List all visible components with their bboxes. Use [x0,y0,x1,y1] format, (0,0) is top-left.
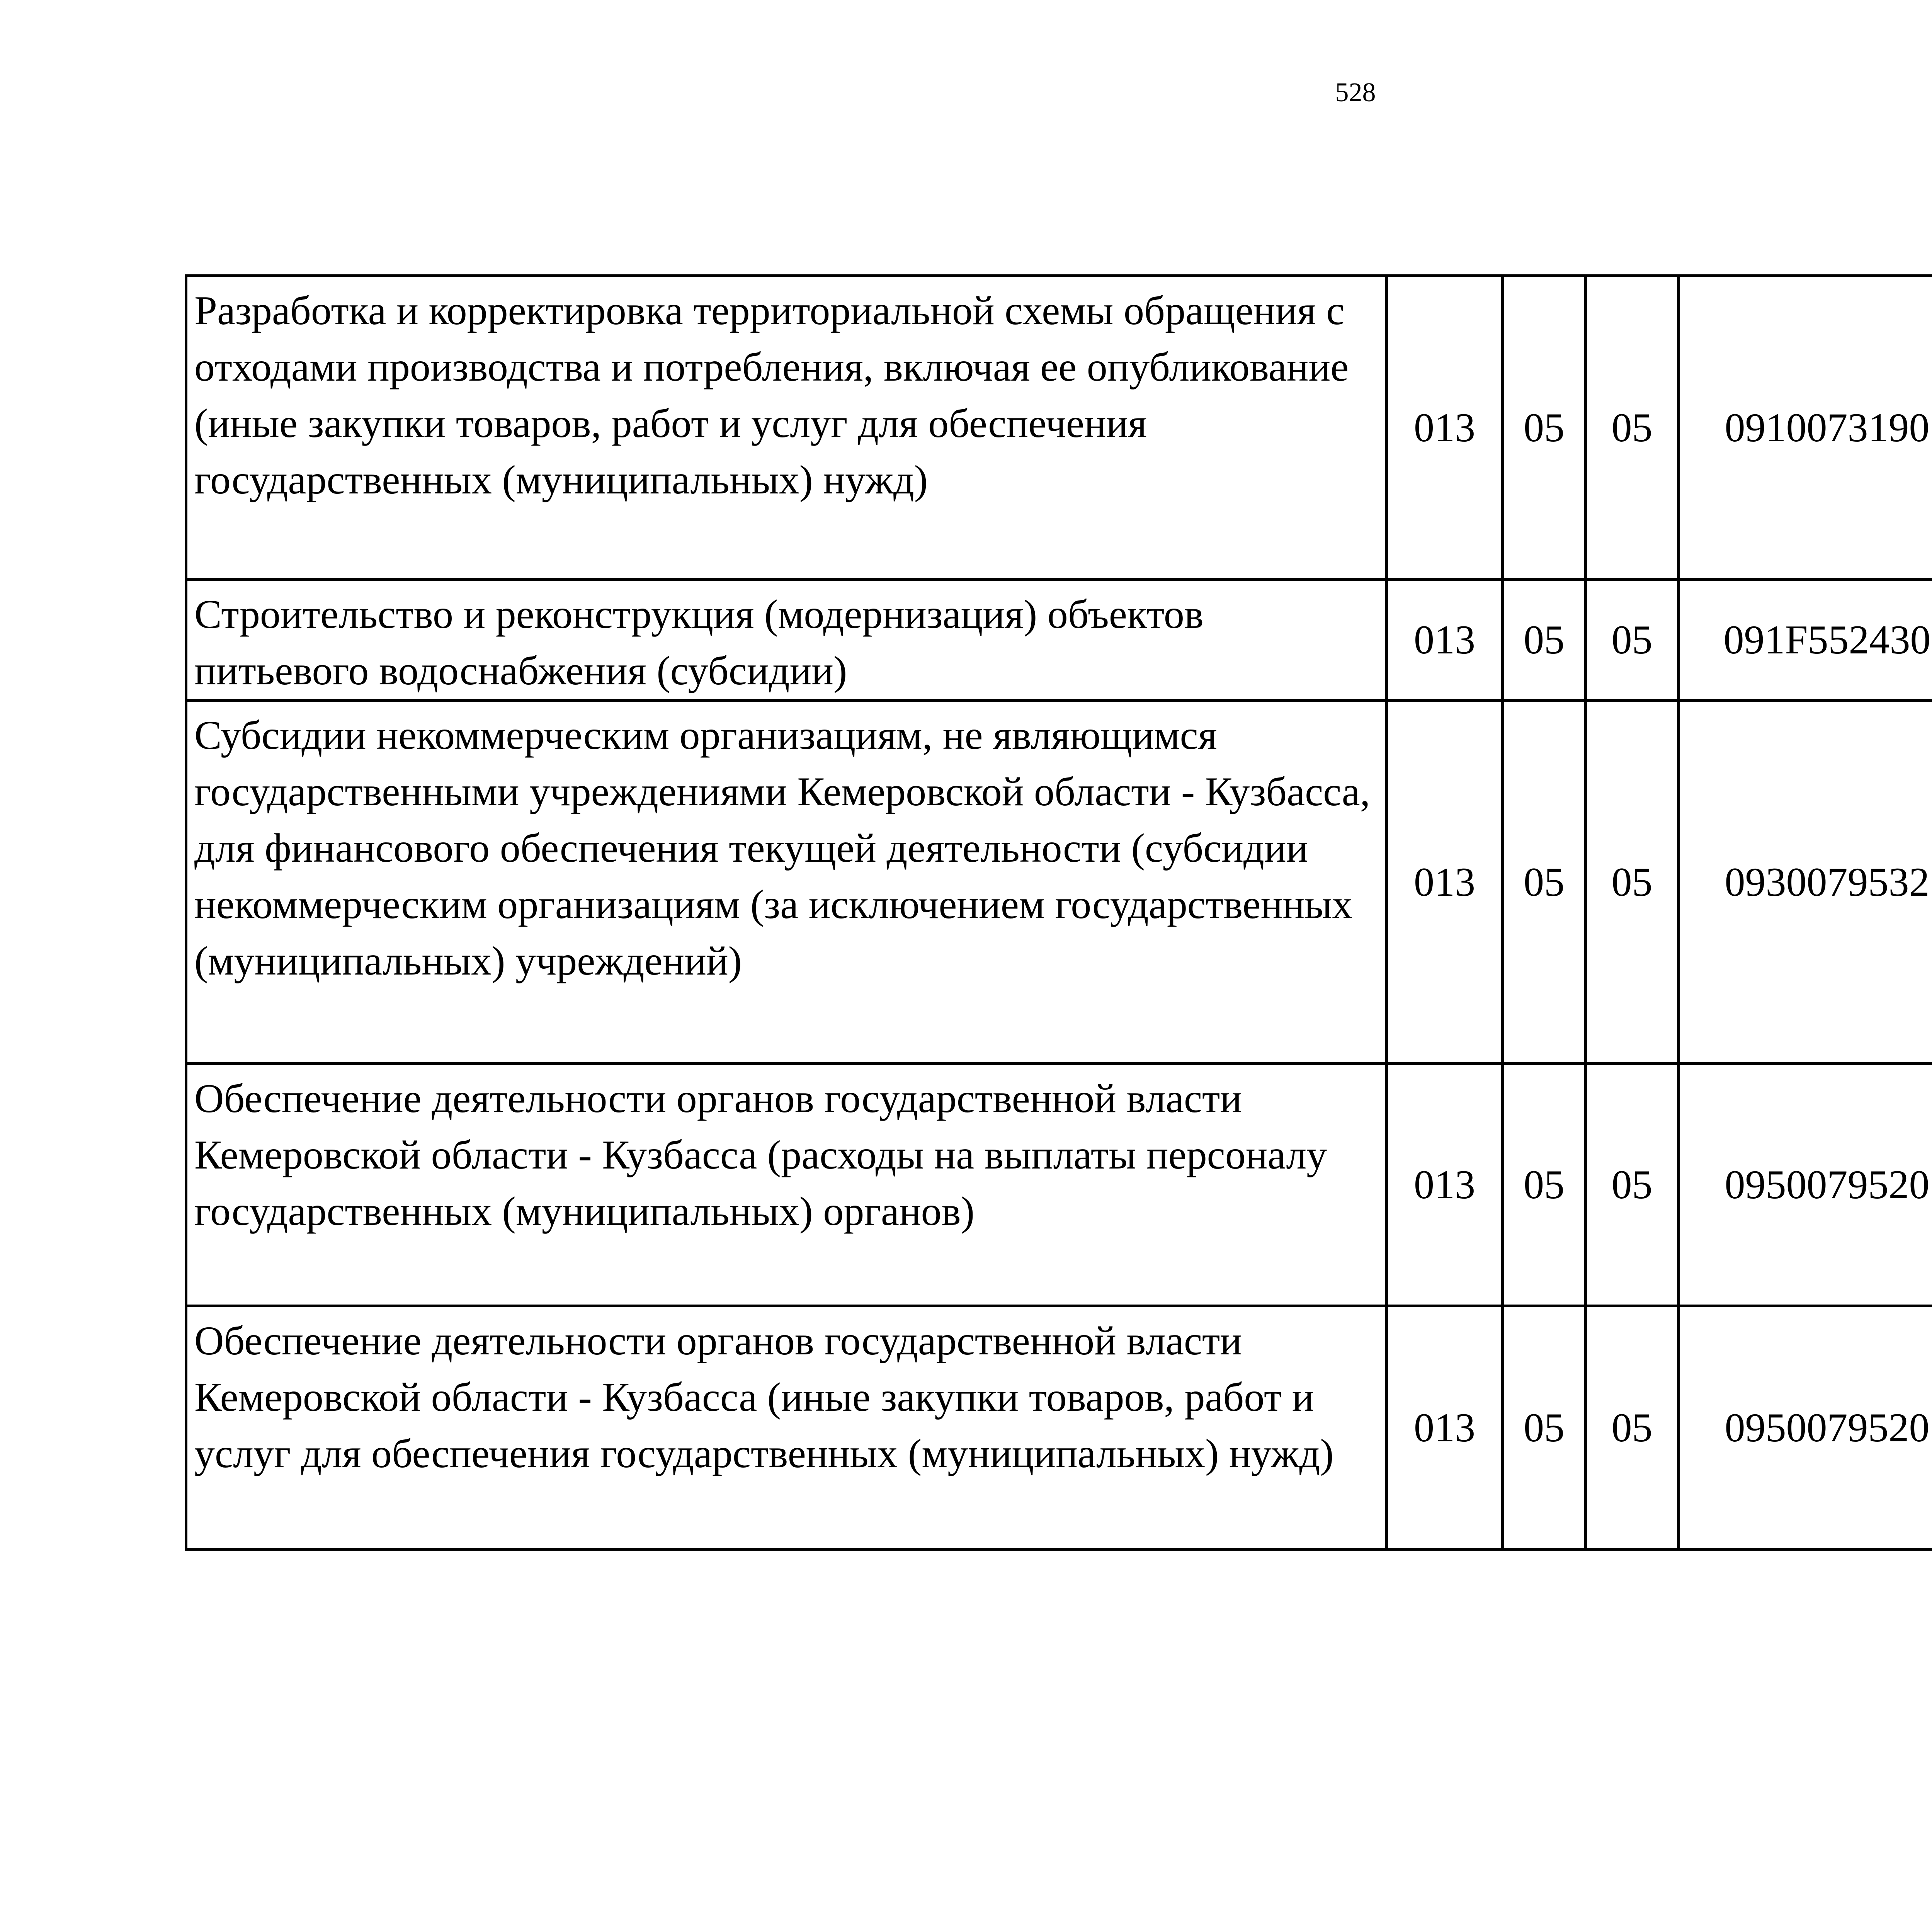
section-code: 05 [1503,276,1586,580]
expense-description: Строительство и реконструкция (модернизация) объектов питьевого водоснабжения (субсидии) [186,580,1387,701]
section-code: 05 [1503,1064,1586,1306]
subsection-code: 05 [1586,276,1679,580]
budget-table [185,274,1932,1551]
expense-description: Разработка и корректировка территориальной схемы обращения с отходами производства и потребления, включая ее опубликование (иные закупки товаров, работ и услуг для обеспечения государственных (муниципальных) нужд) [186,276,1387,580]
table-row [186,1064,1932,1306]
subsection-code: 05 [1586,1064,1679,1306]
table-row [186,1306,1932,1550]
subsection-code: 05 [1586,1306,1679,1550]
expense-description: Обеспечение деятельности органов государственной власти Кемеровской области - Кузбасса (расходы на выплаты персоналу государственных (муниципальных) органов) [186,1064,1387,1306]
subsection-code: 05 [1586,580,1679,701]
subsection-code: 05 [1586,701,1679,1064]
expense-description: Субсидии некоммерческим организациям, не являющимся государственными учреждениями Кемеровской области - Кузбасса, для финансового обеспечения текущей деятельности (субсидии некоммерческим организациям (за исключением государственных (муниципальных) учреждений) [186,701,1387,1064]
table-row [186,701,1932,1064]
target-article-code: 0910073190 [1679,276,1932,580]
ministry-code: 013 [1387,701,1503,1064]
expense-description: Обеспечение деятельности органов государственной власти Кемеровской области - Кузбасса (иные закупки товаров, работ и услуг для обеспечения государственных (муниципальных) нужд) [186,1306,1387,1550]
target-article-code: 0930079532 [1679,701,1932,1064]
ministry-code: 013 [1387,1064,1503,1306]
ministry-code: 013 [1387,580,1503,701]
table-row [186,276,1932,580]
ministry-code: 013 [1387,276,1503,580]
page-number: 528 [1335,78,1376,107]
section-code: 05 [1503,580,1586,701]
table-row [186,580,1932,701]
target-article-code: 091F552430 [1679,580,1932,701]
section-code: 05 [1503,1306,1586,1550]
target-article-code: 0950079520 [1679,1306,1932,1550]
target-article-code: 0950079520 [1679,1064,1932,1306]
ministry-code: 013 [1387,1306,1503,1550]
section-code: 05 [1503,701,1586,1064]
